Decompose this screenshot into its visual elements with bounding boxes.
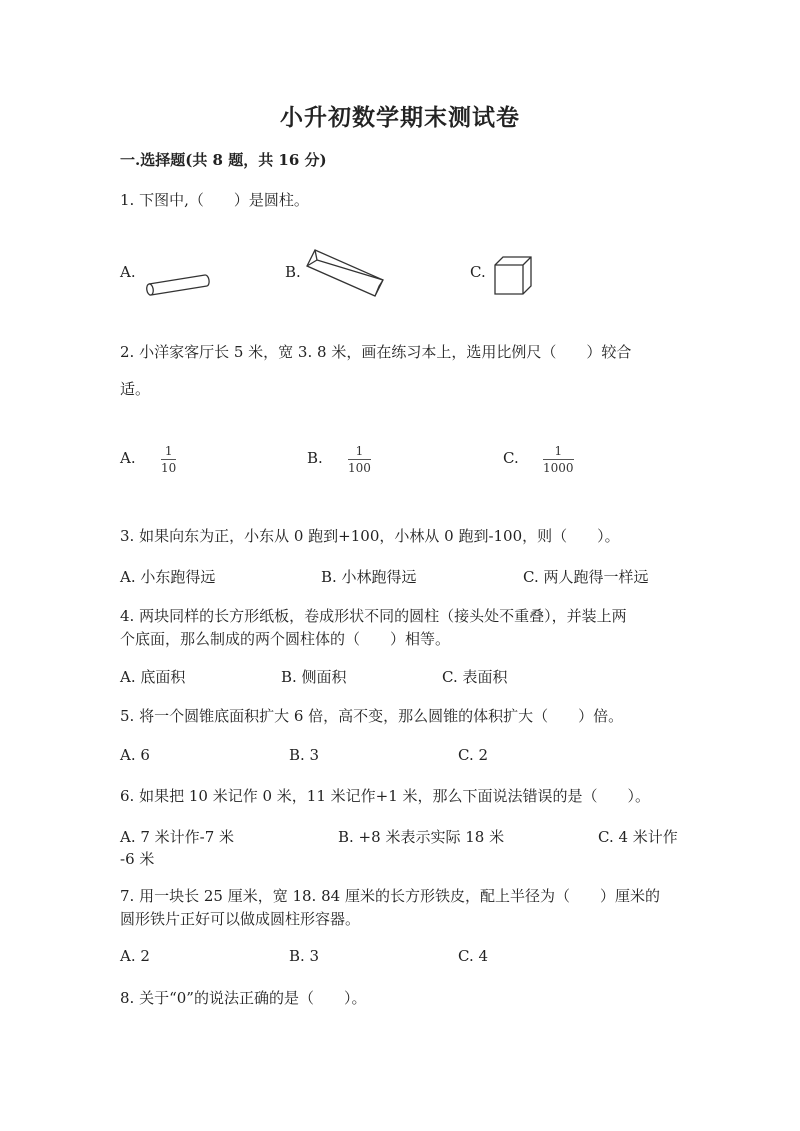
question-6-option-c-continuation: -6 米	[120, 850, 155, 868]
question-7-option-b: B. 3	[289, 947, 320, 965]
fraction-denominator: 1000	[543, 461, 574, 475]
question-4-text-line2: 个底面，那么制成的两个圆柱体的（ ）相等。	[120, 630, 451, 648]
question-6-option-c: C. 4 米计作	[598, 828, 678, 846]
question-5-option-a: A. 6	[120, 746, 150, 764]
question-7-text-line1: 7. 用一块长 25 厘米，宽 18. 84 厘米的长方形铁皮，配上半径为（ ）厘米的	[120, 887, 660, 905]
triangular-prism-icon	[305, 246, 385, 296]
question-6-option-a: A. 7 米计作-7 米	[120, 828, 235, 846]
question-4-option-a: A. 底面积	[120, 668, 186, 686]
question-1-option-a-label: A.	[120, 263, 136, 281]
fraction-numerator: 1	[543, 444, 574, 460]
question-3-option-b: B. 小林跑得远	[321, 568, 417, 586]
question-6-option-b: B. +8 米表示实际 18 米	[338, 828, 505, 846]
question-1-option-b-label: B.	[285, 263, 301, 281]
question-2-text-line2: 适。	[120, 380, 151, 398]
fraction-1-100	[348, 444, 371, 475]
question-7-option-c: C. 4	[458, 947, 489, 965]
question-5-text: 5. 将一个圆锥底面积扩大 6 倍，高不变，那么圆锥的体积扩大（ ）倍。	[120, 707, 624, 725]
question-4-option-b: B. 侧面积	[281, 668, 347, 686]
question-2-option-a-label: A.	[120, 449, 136, 467]
question-3-text: 3. 如果向东为正，小东从 0 跑到+100，小林从 0 跑到-100，则（ ）。	[120, 527, 620, 545]
question-3-option-a: A. 小东跑得远	[120, 568, 216, 586]
question-1-text: 1. 下图中,（ ）是圆柱。	[120, 191, 309, 209]
fraction-numerator: 1	[161, 444, 176, 460]
question-4-option-c: C. 表面积	[442, 668, 508, 686]
question-8-text: 8. 关于“0”的说法正确的是（ ）。	[120, 989, 367, 1007]
cube-icon	[494, 256, 534, 296]
fraction-denominator: 100	[348, 461, 371, 475]
page-title: 小升初数学期末测试卷	[280, 104, 520, 131]
question-6-text: 6. 如果把 10 米记作 0 米，11 米记作+1 米，那么下面说法错误的是（ ）。	[120, 787, 651, 805]
question-2-text-line1: 2. 小洋家客厅长 5 米，宽 3. 8 米，画在练习本上，选用比例尺（ ）较合	[120, 343, 632, 361]
fraction-denominator: 10	[161, 461, 177, 475]
fraction-1-1000	[543, 444, 574, 475]
question-5-option-c: C. 2	[458, 746, 489, 764]
section-heading: 一.选择题(共 8 题，共 16 分)	[120, 151, 327, 169]
question-2-option-c-label: C.	[503, 449, 519, 467]
question-2-option-b-label: B.	[307, 449, 323, 467]
question-5-option-b: B. 3	[289, 746, 320, 764]
fraction-1-10	[161, 444, 176, 475]
rod-cylinder-icon	[143, 272, 211, 298]
question-7-option-a: A. 2	[120, 947, 150, 965]
fraction-numerator: 1	[348, 444, 371, 460]
question-3-option-c: C. 两人跑得一样远	[523, 568, 649, 586]
question-1-option-c-label: C.	[470, 263, 486, 281]
question-7-text-line2: 圆形铁片正好可以做成圆柱形容器。	[120, 910, 361, 928]
question-4-text-line1: 4. 两块同样的长方形纸板，卷成形状不同的圆柱（接头处不重叠），并装上两	[120, 607, 627, 625]
